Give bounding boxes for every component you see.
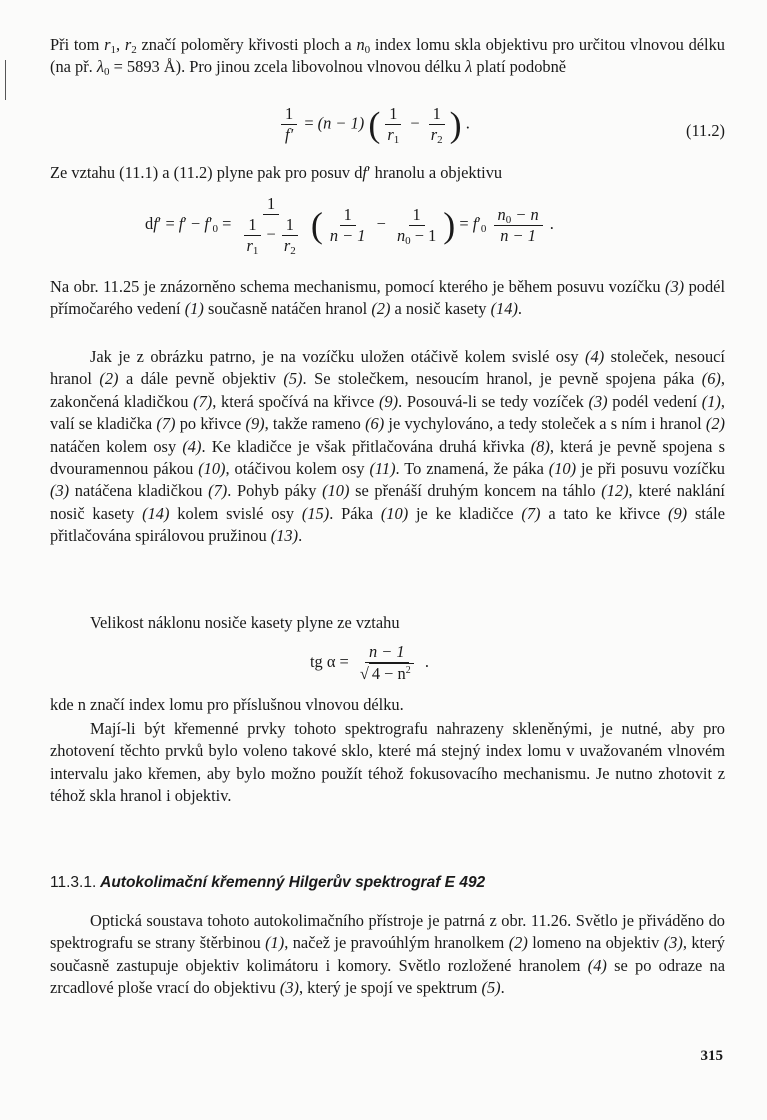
section-title: Autokolimační křemenný Hilgerův spektrograf E 492 [100,874,486,891]
section-number: 11.3.1. [50,874,97,891]
paragraph-text: Při tom $r_1$, $r_2$ značí poloměry křivosti ploch a $n_0$ index lomu skla objektivu pro určitou vlnovou délku (na př. $\lambda_0 = 5893$ Å). Pro jinou zcela libovolnou vlnovou délku λ platí podobně [50,35,725,79]
equation-11-2: $\frac{1}{f'}$ = (n − 1) ( $\frac{1}{r_1}$ − $\frac{1}{r_2}$ ) . [278,104,470,145]
page-number: 315 [700,1048,723,1064]
paragraph-tilt: Velikost náklonu nosiče kasety plyne ze vztahu [90,613,400,632]
paragraph-index: kde n značí index lomu pro příslušnou vlnovou délku. [50,695,404,714]
equation-tg-alpha: tg α = $\frac{n - 1}{√ 4 - n^2}$ . [310,642,429,683]
fraction-one-over-f: $\frac{1}{f'}$ [281,104,297,145]
equation-number: (11.2) [686,121,725,140]
section-heading [50,872,485,894]
paragraph-mechanism: Na obr. 11.25 je znázorněno schema mechanismu, pomocí kterého je během posuvu vozíčku (3) podél přímočarého vedení (1) současně natáčen hranol (2) a nosič kasety (14). [50,277,726,319]
paragraph-glass: Mají-li být křemenné prvky tohoto spektrografu nahrazeny skleněnými, je nutné, aby pro zhotovení těchto prvků bylo voleno takové sklo, které má stejný index lomu v uvažovaném vlnovém intervalu jako křemen, aby bylo možno použít téhož fokusovacího mechanismu. Je nutno zhotovit z téhož skla hranol i objektiv. [50,719,725,806]
paragraph-shift: Ze vztahu (11.1) a (11.2) plyne pak pro posuv df′ hranolu a objektivu [50,163,503,182]
paragraph-optical-system: Optická soustava tohoto autokolimačního přístroje je patrná z obr. 11.26. Světlo je přiváděno do spektrografu se strany štěrbinou (1), načež je pravoúhlým hranolkem (2) lomeno na objektiv (3), který současně zastupuje objektiv kolimátoru i komory. Světlo rozložené hranolem (4) se po odraze na zrcadlové ploše vrací do objektivu (3), který je spojí ve spektrum (5). [50,911,726,998]
paragraph-radii [50,34,725,79]
paragraph-description: Jak je z obrázku patrno, je na vozíčku uložen otáčivě kolem svislé osy (4) stoleček, nesoucí hranol (2) a dále pevně objektiv (5). Se stolečkem, nesoucím hranol, je pevně spojena páka (6), zakončená kladičkou (7), která spočívá na křivce (9). Posouvá-li se tedy vozíček (3) podél vedení (1), valí se kladička (7) po křivce (9), takže rameno (6) je vychylováno, a tedy stoleček a s ním i hranol (2) natáčen kolem osy (4). Ke kladičce je však přitlačována druhá křivka (8), která je pevně spojena s dvouramennou pákou (10), otáčivou kolem osy (11). To znamená, že páka (10) je při posuvu vozíčku (3) natáčena kladičkou (7). Pohyb páky (10) se přenáší druhým koncem na táhlo (12), které naklání nosič kasety (14) kolem svislé osy (15). Páka (10) je ke kladičce (7) a tato ke křivce (9) stále přitlačována spirálovou pružinou (13). [50,347,726,546]
equation-df: $df' = f' - f'_0$ = 1 $\frac{1}{r_1}$ − $\frac{1}{r_2}$ ( $\frac{1}{n - 1}$ − $\frac{1}{n_0 - 1}$ ) = $f'_0$ $\frac{n_0 - n}{n - 1}$ . [145,194,554,257]
scan-edge-mark [5,60,6,100]
